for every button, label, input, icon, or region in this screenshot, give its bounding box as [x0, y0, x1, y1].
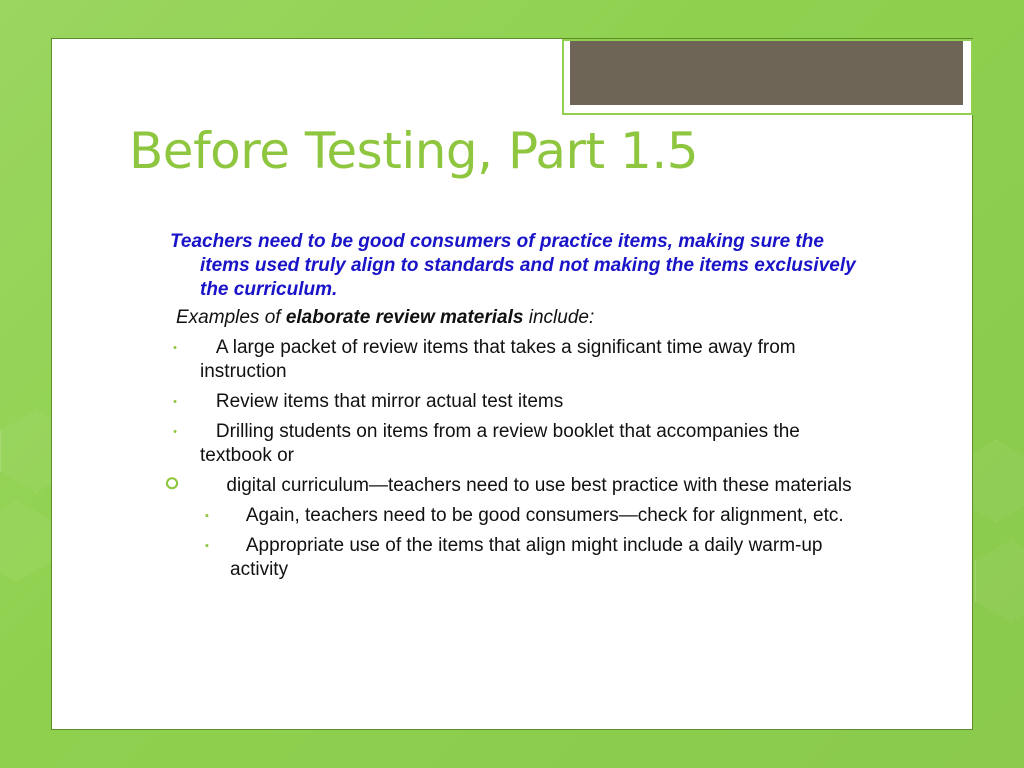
examples-bold: elaborate review materials — [285, 307, 524, 328]
bullet-dot-icon: • — [173, 426, 177, 438]
bullet-square-icon: ▪ — [205, 540, 209, 552]
examples-suffix: include: — [523, 307, 595, 328]
examples-prefix: Examples of — [176, 307, 286, 328]
header-tab-fill — [570, 41, 963, 105]
bullet-dot-icon: • — [173, 396, 177, 408]
list-item — [165, 474, 870, 498]
slide-title: Before Testing, Part 1.5 — [129, 122, 699, 180]
bullet-dot-icon: • — [173, 342, 177, 354]
bullet-square-icon: ▪ — [205, 510, 209, 522]
slide-body — [165, 230, 870, 588]
list-item-text: Review items that mirror actual test items — [215, 391, 564, 412]
sub-list-item-text: Again, teachers need to be good consumers—check for alignment, etc. — [245, 505, 844, 526]
list-item — [170, 390, 870, 414]
sub-list-item — [170, 504, 870, 528]
list-item-text: Drilling students on items from a review booklet that accompanies the textbook or — [200, 421, 800, 466]
header-tab — [562, 39, 973, 115]
bullet-list — [165, 336, 870, 582]
list-item — [170, 336, 870, 384]
bullet-ring-icon: ⭘ — [165, 476, 179, 493]
list-item-text: digital curriculum—teachers need to use best practice with these materials — [226, 475, 852, 496]
sub-list-item — [170, 534, 870, 582]
sub-list-item-text: Appropriate use of the items that align might include a daily warm-up activity — [230, 535, 823, 580]
intro-paragraph: Teachers need to be good consumers of practice items, making sure the items used truly align to standards and not making the items exclusively the curriculum. — [170, 231, 856, 300]
list-item — [170, 420, 870, 468]
list-item-text: A large packet of review items that takes a significant time away from instruction — [200, 337, 796, 382]
examples-line — [176, 306, 870, 330]
